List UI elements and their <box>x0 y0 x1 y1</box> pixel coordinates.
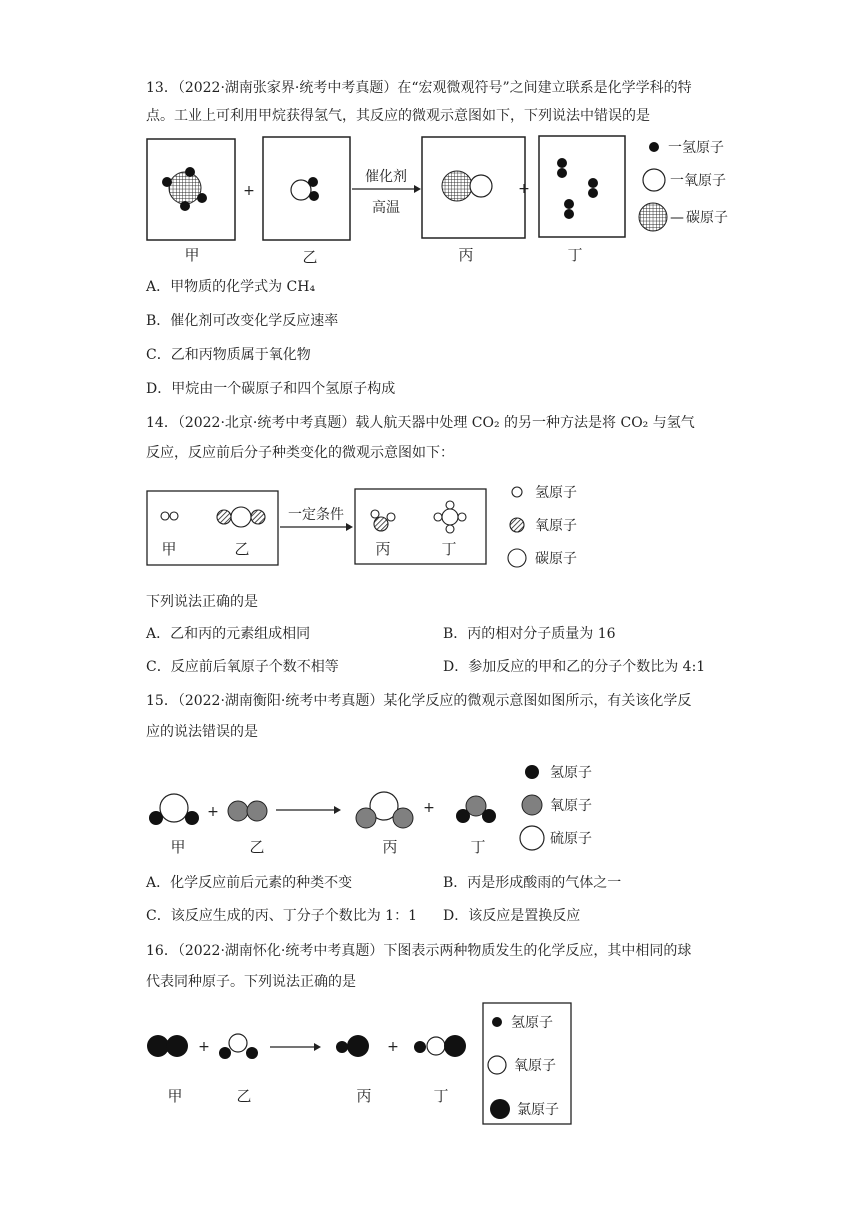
hydrogen-atom <box>336 1041 348 1053</box>
hydrogen-atom <box>246 1047 258 1059</box>
arrow-label-condition: 一定条件 <box>288 507 344 523</box>
q14-label-ding: 丁 <box>441 540 457 558</box>
plus-sign: + <box>387 1039 399 1055</box>
legend-oxygen-icon <box>488 1056 506 1074</box>
q15-label-ding: 丁 <box>470 838 486 856</box>
legend-carbon-label: 碳原子 <box>686 210 728 226</box>
q14-label-yi: 乙 <box>234 540 250 558</box>
q13-label-bing: 丙 <box>458 246 474 264</box>
plus-sign: + <box>518 181 530 197</box>
q14-stem-line-2: 反应，反应前后分子种类变化的微观示意图如下： <box>146 445 454 461</box>
q15-option-d: D．该反应是置换反应 <box>443 908 581 924</box>
legend-oxygen-label: 一氧原子 <box>670 173 726 189</box>
legend-sulfur-label: 硫原子 <box>550 831 592 847</box>
q14-option-b: B．丙的相对分子质量为 16 <box>443 626 616 642</box>
legend-hydrogen-label: 氢原子 <box>511 1015 553 1031</box>
arrow-label-high-temp: 高温 <box>372 200 400 216</box>
q13-option-d: D．甲烷由一个碳原子和四个氢原子构成 <box>146 381 396 397</box>
chlorine-atom <box>444 1035 466 1057</box>
plus-sign: + <box>198 1039 210 1055</box>
q14-option-d: D．参加反应的甲和乙的分子个数比为 4:1 <box>443 659 706 675</box>
q15-option-a: A．化学反应前后元素的种类不变 <box>146 875 353 891</box>
q16-label-jia: 甲 <box>167 1087 183 1105</box>
legend-chlorine-label: 氯原子 <box>517 1102 559 1118</box>
q16-label-bing: 丙 <box>356 1087 372 1105</box>
q15-stem-line-1: 15．（2022·湖南衡阳·统考中考真题）某化学反应的微观示意图如图所示，有关该化学反 <box>146 693 692 709</box>
q13-stem-line-2: 点。工业上可利用甲烷获得氢气，其反应的微观示意图如下，下列说法中错误的是 <box>146 108 650 124</box>
q14-stem-line-1: 14．（2022·北京·统考中考真题）载人航天器中处理 CO₂ 的另一种方法是将 CO₂ 与氢气 <box>146 415 695 431</box>
chlorine-atom <box>347 1035 369 1057</box>
hydrogen-atom <box>414 1041 426 1053</box>
q13-label-yi: 乙 <box>302 248 318 266</box>
q14-after-figure: 下列说法正确的是 <box>146 594 258 610</box>
chlorine-atom <box>147 1035 169 1057</box>
plus-sign: + <box>423 800 435 816</box>
legend-chlorine-icon <box>490 1099 510 1119</box>
q13-option-b: B．催化剂可改变化学反应速率 <box>146 313 339 329</box>
q14-option-c: C．反应前后氧原子个数不相等 <box>146 659 339 675</box>
oxygen-atom <box>427 1037 445 1055</box>
legend-hydrogen-icon <box>492 1017 502 1027</box>
q16-stem-line-2: 代表同种原子。下列说法正确的是 <box>146 974 356 990</box>
q13-label-ding: 丁 <box>567 246 583 264</box>
q16-label-ding: 丁 <box>433 1087 449 1105</box>
chlorine-atom <box>166 1035 188 1057</box>
legend-carbon-dash: — <box>670 210 684 226</box>
q13-option-c: C．乙和丙物质属于氧化物 <box>146 347 311 363</box>
legend-hydrogen-label: 氢原子 <box>550 765 592 781</box>
q14-label-bing: 丙 <box>375 540 391 558</box>
q14-option-a: A．乙和丙的元素组成相同 <box>146 626 311 642</box>
q15-label-bing: 丙 <box>382 838 398 856</box>
legend-oxygen-label: 氧原子 <box>535 518 577 534</box>
q15-option-c: C．该反应生成的丙、丁分子个数比为 1：1 <box>146 908 417 924</box>
plus-sign: + <box>243 183 255 199</box>
q15-stem-line-2: 应的说法错误的是 <box>146 724 258 740</box>
q16-label-yi: 乙 <box>236 1087 252 1105</box>
legend-carbon-label: 碳原子 <box>535 551 577 567</box>
q15-label-yi: 乙 <box>249 838 265 856</box>
q16-stem-line-1: 16．（2022·湖南怀化·统考中考真题）下图表示两种物质发生的化学反应，其中相同的球 <box>146 943 692 959</box>
q15-option-b: B．丙是形成酸雨的气体之一 <box>443 875 622 891</box>
hydrogen-atom <box>219 1047 231 1059</box>
arrow-label-catalyst: 催化剂 <box>365 169 407 185</box>
q13-option-a: A．甲物质的化学式为 CH₄ <box>146 279 316 295</box>
q13-label-jia: 甲 <box>184 246 200 264</box>
legend-oxygen-label: 氧原子 <box>550 798 592 814</box>
q15-label-jia: 甲 <box>170 838 186 856</box>
q13-stem-line-1: 13．（2022·湖南张家界·统考中考真题）在“宏观微观符号”之间建立联系是化学学科的特 <box>146 80 692 96</box>
legend-oxygen-label: 氧原子 <box>514 1058 556 1074</box>
legend-hydrogen-label: 氢原子 <box>535 485 577 501</box>
plus-sign: + <box>207 804 219 820</box>
legend-hydrogen-label: 一氢原子 <box>668 140 724 156</box>
oxygen-atom <box>229 1034 247 1052</box>
q14-label-jia: 甲 <box>161 540 177 558</box>
